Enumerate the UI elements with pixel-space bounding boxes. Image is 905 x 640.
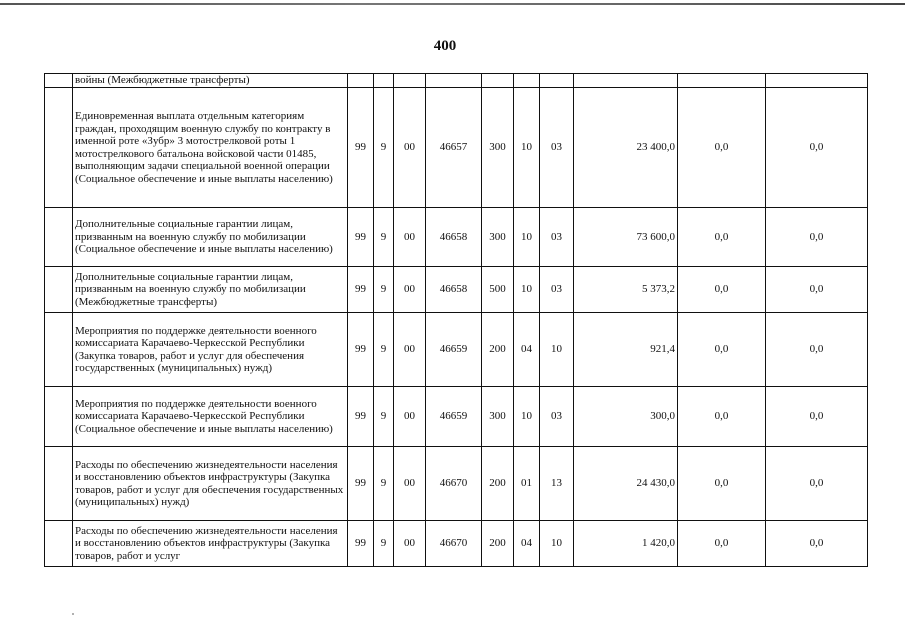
subsection-cell: 03 (540, 267, 574, 313)
code-cell: 46658 (426, 267, 482, 313)
section-cell: 10 (514, 267, 540, 313)
amount-cell: 0,0 (678, 88, 766, 208)
code-cell: 9 (374, 208, 394, 267)
table-row (45, 88, 868, 208)
subsection-cell: 10 (540, 313, 574, 387)
expense-name-cell: Расходы по обеспечению жизнедеятельности населения и восстановлению объектов инфраструктуры (Закупка товаров, работ и услуг для обеспечения государственных (муниципальных) нужд) (73, 447, 348, 521)
expense-type-cell: 300 (482, 387, 514, 447)
code-cell (394, 74, 426, 88)
expense-type-cell: 200 (482, 313, 514, 387)
row-marker-cell (45, 267, 73, 313)
expense-type-cell: 200 (482, 521, 514, 567)
amount-cell: 24 430,0 (574, 447, 678, 521)
section-cell: 10 (514, 387, 540, 447)
amount-cell: 5 373,2 (574, 267, 678, 313)
subsection-cell: 13 (540, 447, 574, 521)
amount-cell: 0,0 (766, 447, 868, 521)
row-marker-cell (45, 208, 73, 267)
code-cell (348, 74, 374, 88)
table-row (45, 387, 868, 447)
code-cell: 00 (394, 267, 426, 313)
code-cell: 00 (394, 313, 426, 387)
expense-name-cell: Расходы по обеспечению жизнедеятельности населения и восстановлению объектов инфраструктуры (Закупка товаров, работ и услуг (73, 521, 348, 567)
code-cell: 46657 (426, 88, 482, 208)
code-cell (374, 74, 394, 88)
budget-table (44, 73, 868, 567)
amount-cell: 73 600,0 (574, 208, 678, 267)
code-cell: 99 (348, 208, 374, 267)
code-cell: 9 (374, 88, 394, 208)
row-marker-cell (45, 521, 73, 567)
amount-cell (678, 74, 766, 88)
amount-cell: 0,0 (678, 447, 766, 521)
subsection-cell: 10 (540, 521, 574, 567)
section-cell: 10 (514, 208, 540, 267)
table-row (45, 74, 868, 88)
row-marker-cell (45, 74, 73, 88)
code-cell: 99 (348, 267, 374, 313)
expense-name-cell: Дополнительные социальные гарантии лицам, призванным на военную службу по мобилизации (Социальное обеспечение и иные выплаты населению) (73, 208, 348, 267)
table-row (45, 208, 868, 267)
amount-cell: 0,0 (678, 313, 766, 387)
row-marker-cell (45, 313, 73, 387)
code-cell: 9 (374, 267, 394, 313)
row-marker-cell (45, 88, 73, 208)
amount-cell: 0,0 (766, 521, 868, 567)
section-cell: 01 (514, 447, 540, 521)
amount-cell: 0,0 (678, 387, 766, 447)
amount-cell: 0,0 (766, 267, 868, 313)
code-cell (426, 74, 482, 88)
expense-type-cell: 200 (482, 447, 514, 521)
row-marker-cell (45, 387, 73, 447)
subsection-cell (540, 74, 574, 88)
table-row (45, 267, 868, 313)
code-cell: 46670 (426, 521, 482, 567)
code-cell: 00 (394, 88, 426, 208)
code-cell: 46658 (426, 208, 482, 267)
amount-cell: 0,0 (766, 387, 868, 447)
code-cell: 99 (348, 447, 374, 521)
code-cell: 9 (374, 387, 394, 447)
code-cell: 9 (374, 313, 394, 387)
amount-cell: 1 420,0 (574, 521, 678, 567)
code-cell: 00 (394, 521, 426, 567)
expense-type-cell: 300 (482, 88, 514, 208)
expense-name-cell: Дополнительные социальные гарантии лицам, призванным на военную службу по мобилизации (Межбюджетные трансферты) (73, 267, 348, 313)
amount-cell: 0,0 (766, 208, 868, 267)
amount-cell: 0,0 (678, 521, 766, 567)
section-cell: 10 (514, 88, 540, 208)
amount-cell (766, 74, 868, 88)
code-cell: 00 (394, 387, 426, 447)
code-cell: 00 (394, 447, 426, 521)
expense-name-cell: Мероприятия по поддержке деятельности военного комиссариата Карачаево-Черкесской Республики (Закупка товаров, работ и услуг для обеспечения государственных (муниципальных) нужд) (73, 313, 348, 387)
code-cell: 46659 (426, 313, 482, 387)
expense-type-cell: 300 (482, 208, 514, 267)
amount-cell: 0,0 (678, 267, 766, 313)
code-cell: 99 (348, 521, 374, 567)
amount-cell: 0,0 (766, 88, 868, 208)
expense-type-cell: 500 (482, 267, 514, 313)
code-cell: 46659 (426, 387, 482, 447)
section-cell: 04 (514, 521, 540, 567)
page-number: 400 (433, 38, 457, 54)
section-cell: 04 (514, 313, 540, 387)
expense-name-cell: Мероприятия по поддержке деятельности военного комиссариата Карачаево-Черкесской Республики (Социальное обеспечение и иные выплаты населению) (73, 387, 348, 447)
subsection-cell: 03 (540, 88, 574, 208)
row-marker-cell (45, 447, 73, 521)
amount-cell: 300,0 (574, 387, 678, 447)
table-row (45, 521, 868, 567)
expense-name-cell: Единовременная выплата отдельным категориям граждан, проходящим военную службу по контракту в именной роте «Зубр» 3 мотострелковой роты 1 мотострелкового батальона войсковой части 01485, выполняющим задачи специальной военной операции (Социальное обеспечение и иные выплаты населению) (73, 88, 348, 208)
table-row (45, 313, 868, 387)
amount-cell: 0,0 (678, 208, 766, 267)
amount-cell: 0,0 (766, 313, 868, 387)
subsection-cell: 03 (540, 208, 574, 267)
subsection-cell: 03 (540, 387, 574, 447)
code-cell: 00 (394, 208, 426, 267)
expense-name-cell: войны (Межбюджетные трансферты) (73, 74, 348, 88)
code-cell: 99 (348, 313, 374, 387)
code-cell: 9 (374, 447, 394, 521)
expense-type-cell (482, 74, 514, 88)
section-cell (514, 74, 540, 88)
scan-speck (72, 613, 74, 615)
scan-top-edge (0, 3, 905, 5)
amount-cell: 921,4 (574, 313, 678, 387)
code-cell: 46670 (426, 447, 482, 521)
amount-cell: 23 400,0 (574, 88, 678, 208)
code-cell: 9 (374, 521, 394, 567)
table-row (45, 447, 868, 521)
code-cell: 99 (348, 387, 374, 447)
amount-cell (574, 74, 678, 88)
code-cell: 99 (348, 88, 374, 208)
